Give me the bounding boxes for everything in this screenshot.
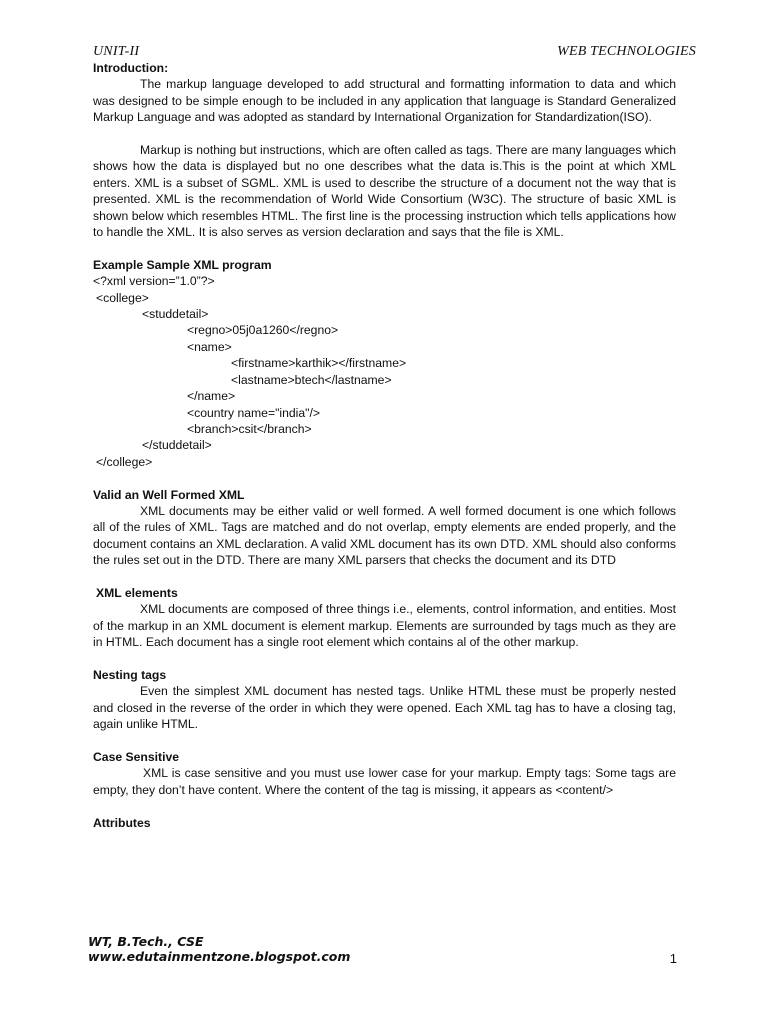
code-line: <studdetail> <box>142 307 209 322</box>
section-heading-introduction: Introduction: <box>93 61 169 75</box>
code-line: <?xml version=”1.0”?> <box>93 274 215 289</box>
spacer <box>93 798 676 814</box>
paragraph-valid: XML documents may be either valid or well formed. A well formed document is one which follows all of the rules of XML. Tags are matched and do not overlap, empty elements are ended properly, and the document contains an XML declaration. A valid XML document has its own DTD. XML should also conforms the rules set out in the DTD. There are many XML parsers that checks the document and its DTD <box>93 503 676 568</box>
code-line: </college> <box>96 454 153 469</box>
code-line: <country name="india"/> <box>187 405 320 420</box>
paragraph-elements: XML documents are composed of three things i.e., elements, control information, and entities. Most of the markup in an XML document is element markup. Elements are surrounded by tags much as they are in HTML. Each document has a single root element which contains al of the other markup. <box>93 602 676 650</box>
paragraph-nesting: Even the simplest XML document has nested tags. Unlike HTML these must be properly nested and closed in the reverse of the order in which they were opened. Each XML tag has to have a closing tag, again unlike HTML. <box>93 684 676 732</box>
section-heading-case: Case Sensitive <box>93 749 180 764</box>
footer-course: WT, B.Tech., CSE <box>88 934 204 949</box>
spacer <box>93 569 676 585</box>
section-heading-valid: Valid an Well Formed XML <box>93 487 245 502</box>
paragraph-case: XML is case sensitive and you must use lower case for your markup. Empty tags: Some tags are empty, they don’t have content. Where the content of the tag is missing, it appears as <content/> <box>93 766 676 797</box>
spacer <box>93 126 676 142</box>
header-unit: UNIT-II <box>93 44 140 59</box>
section-heading-example: Example Sample XML program <box>93 257 272 272</box>
spacer <box>93 240 676 256</box>
spacer <box>93 470 676 486</box>
code-line: <lastname>btech</lastname> <box>231 372 392 387</box>
code-line: <firstname>karthik></firstname> <box>231 356 407 371</box>
spacer <box>93 733 676 749</box>
code-line: </name> <box>187 389 236 404</box>
section-heading-attributes: Attributes <box>93 815 151 830</box>
paragraph-markup: Markup is nothing but instructions, which are often called as tags. There are many languages which shows how the data is displayed but no one describes what the data is.This is the point at which XML enters. XML is a subset of SGML. XML is used to describe the structure of a document not the way that is presented. XML is the recommendation of World Wide Consortium (W3C). The structure of basic XML is shown below which resembles HTML. The first line is the processing instruction which tells applications how to handle the XML. It is also serves as version declaration and says that the file is XML. <box>93 143 676 240</box>
paragraph-introduction: The markup language developed to add structural and formatting information to data and which was designed to be simple enough to be included in any application that language is Standard Generalized Markup Language and was adopted as standard by International Organization for Standardization(ISO). <box>93 77 676 125</box>
code-line: </studdetail> <box>142 438 212 453</box>
spacer <box>93 651 676 667</box>
header-subject: WEB TECHNOLOGIES <box>557 44 696 59</box>
footer-website: www.edutainmentzone.blogspot.com <box>88 949 351 964</box>
code-line: <college> <box>96 290 149 305</box>
code-line: <branch>csit</branch> <box>187 421 312 436</box>
code-block <box>93 273 676 470</box>
section-heading-elements: XML elements <box>96 585 178 600</box>
section-heading-nesting: Nesting tags <box>93 667 167 682</box>
code-line: <regno>05j0a1260</regno> <box>187 323 339 338</box>
page-number: 1 <box>669 951 677 966</box>
code-line: <name> <box>187 339 232 354</box>
document-body <box>93 60 676 831</box>
